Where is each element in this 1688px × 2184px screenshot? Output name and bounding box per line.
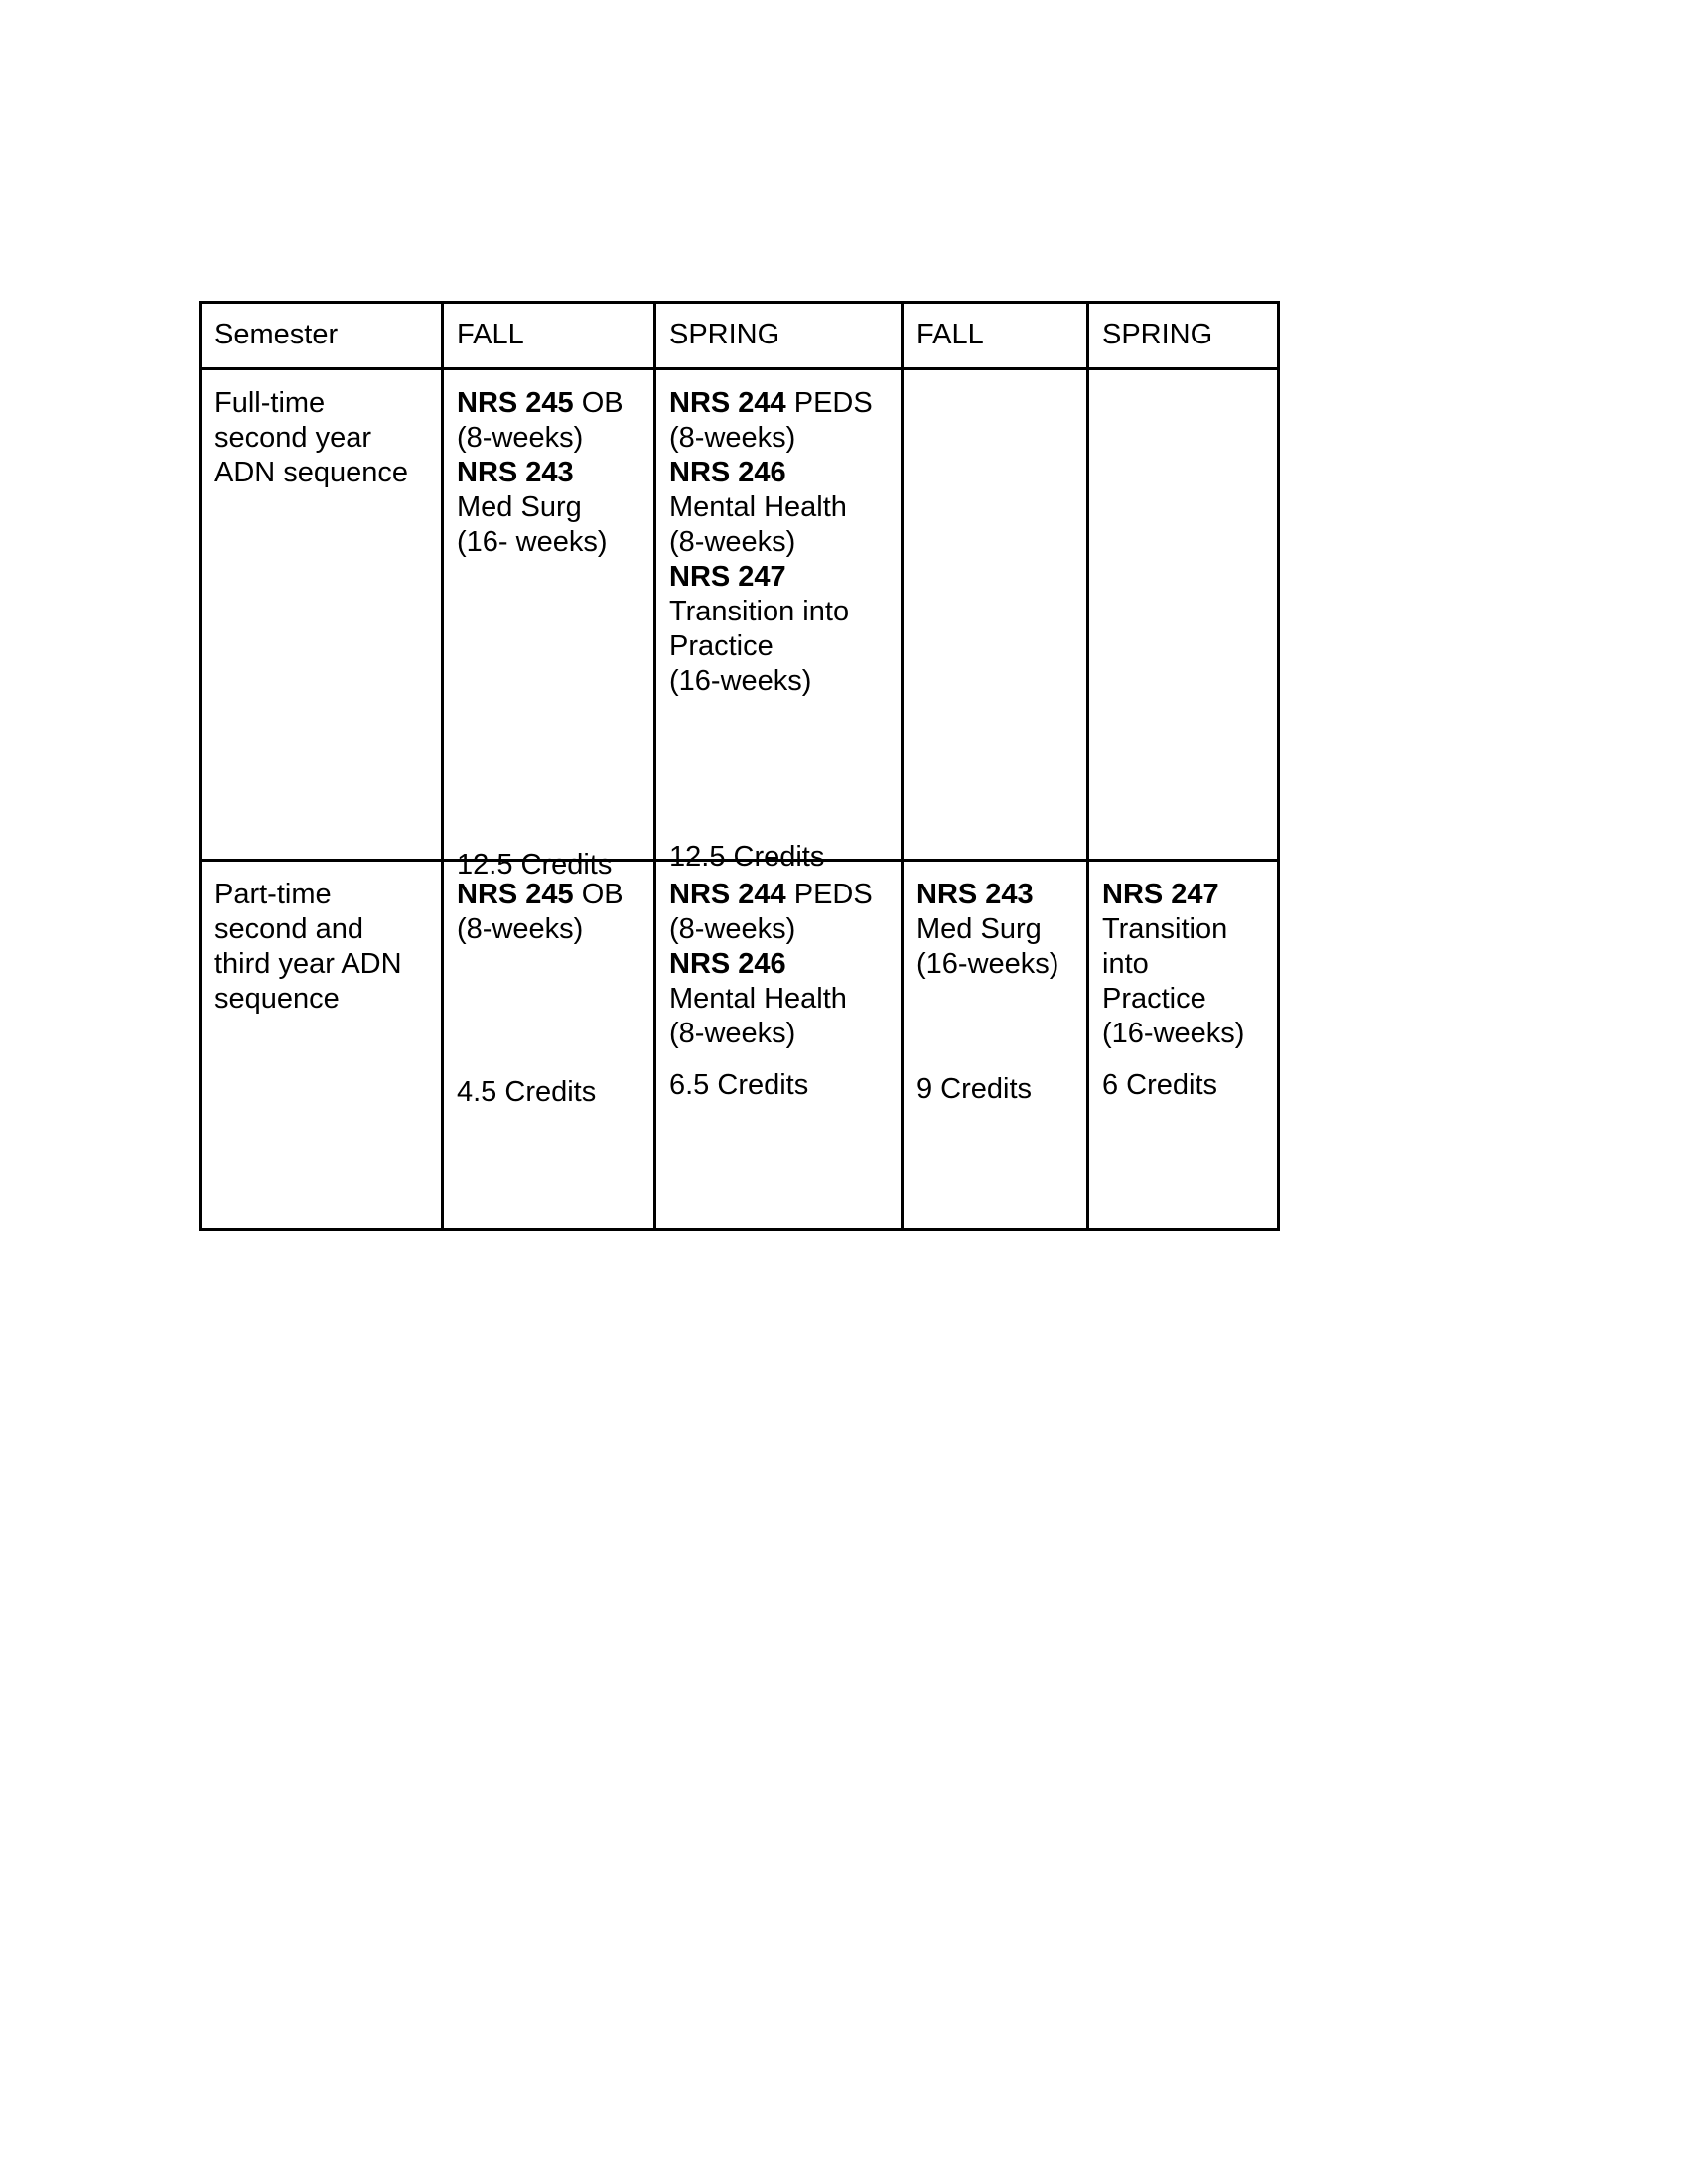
header-semester: Semester <box>201 303 443 369</box>
course-name: OB <box>581 387 624 419</box>
part-time-fall-1 <box>443 861 655 1230</box>
course-detail: (16-weeks) <box>916 948 1059 980</box>
part-time-row <box>201 861 1279 1230</box>
part-time-spring-2 <box>1088 861 1279 1230</box>
course-line <box>669 386 891 421</box>
course-line <box>669 560 891 595</box>
part-time-label <box>201 861 443 1230</box>
course-name: PEDS <box>793 879 873 910</box>
header-spring-1: SPRING <box>655 303 903 369</box>
full-time-spring-2 <box>1088 369 1279 861</box>
course-detail: Med Surg <box>916 913 1042 945</box>
course-detail: (16- weeks) <box>457 526 608 558</box>
course-detail: Mental Health <box>669 983 847 1015</box>
credits-text: 12.5 Credits <box>669 841 825 873</box>
course-line <box>457 878 643 912</box>
course-detail: Practice <box>669 630 774 662</box>
header-row <box>201 303 1279 369</box>
row-label-line: sequence <box>214 983 340 1015</box>
course-name: OB <box>581 879 624 910</box>
row-label-line: second year <box>214 422 371 454</box>
full-time-label <box>201 369 443 861</box>
course-name: PEDS <box>793 387 873 419</box>
course-detail: (8-weeks) <box>457 913 584 945</box>
credits-text: 6 Credits <box>1102 1069 1218 1101</box>
credits-text: 6.5 Credits <box>669 1069 809 1101</box>
course-code: NRS 243 <box>916 879 1034 910</box>
course-detail: Mental Health <box>669 491 847 523</box>
course-line <box>1102 878 1267 912</box>
course-line <box>669 947 891 982</box>
row-label-line: second and <box>214 913 363 945</box>
course-line <box>669 878 891 912</box>
course-code: NRS 245 <box>457 879 574 910</box>
course-detail: Transition into <box>669 596 850 627</box>
course-code: NRS 243 <box>457 457 574 488</box>
course-detail: Practice <box>1102 983 1206 1015</box>
course-detail: (16-weeks) <box>669 665 812 697</box>
course-code: NRS 244 <box>669 879 786 910</box>
course-detail: (8-weeks) <box>669 1018 796 1049</box>
full-time-fall-1 <box>443 369 655 881</box>
row-label-line: Part-time <box>214 879 332 910</box>
row-label-line: third year ADN <box>214 948 402 980</box>
course-line <box>457 456 643 490</box>
course-code: NRS 245 <box>457 387 574 419</box>
course-code: NRS 246 <box>669 457 786 488</box>
course-code: NRS 247 <box>1102 879 1219 910</box>
course-code: NRS 244 <box>669 387 786 419</box>
course-line <box>669 456 891 490</box>
credits-text: 12.5 Credits <box>457 849 613 881</box>
course-detail: (8-weeks) <box>457 422 584 454</box>
part-time-spring-1 <box>655 861 903 1230</box>
course-detail: (8-weeks) <box>669 422 796 454</box>
course-code: NRS 246 <box>669 948 786 980</box>
course-detail: (8-weeks) <box>669 526 796 558</box>
course-line <box>457 386 643 421</box>
credits-text: 9 Credits <box>916 1073 1033 1105</box>
course-detail: Med Surg <box>457 491 582 523</box>
row-label-line: Full-time <box>214 387 326 419</box>
course-detail: (16-weeks) <box>1102 1018 1245 1049</box>
course-code: NRS 247 <box>669 561 786 593</box>
credits-text: 4.5 Credits <box>457 1076 597 1108</box>
header-spring-2: SPRING <box>1088 303 1279 369</box>
full-time-row <box>201 369 1279 861</box>
course-line <box>916 878 1076 912</box>
header-fall-2: FALL <box>903 303 1088 369</box>
header-fall-1: FALL <box>443 303 655 369</box>
row-label-line: ADN sequence <box>214 457 409 488</box>
course-detail: into <box>1102 948 1149 980</box>
full-time-fall-2 <box>903 369 1088 861</box>
program-sequence-table <box>199 301 1280 1231</box>
full-time-spring-1 <box>655 369 903 873</box>
part-time-fall-2 <box>903 861 1088 1230</box>
course-detail: (8-weeks) <box>669 913 796 945</box>
course-detail: Transition <box>1102 913 1228 945</box>
